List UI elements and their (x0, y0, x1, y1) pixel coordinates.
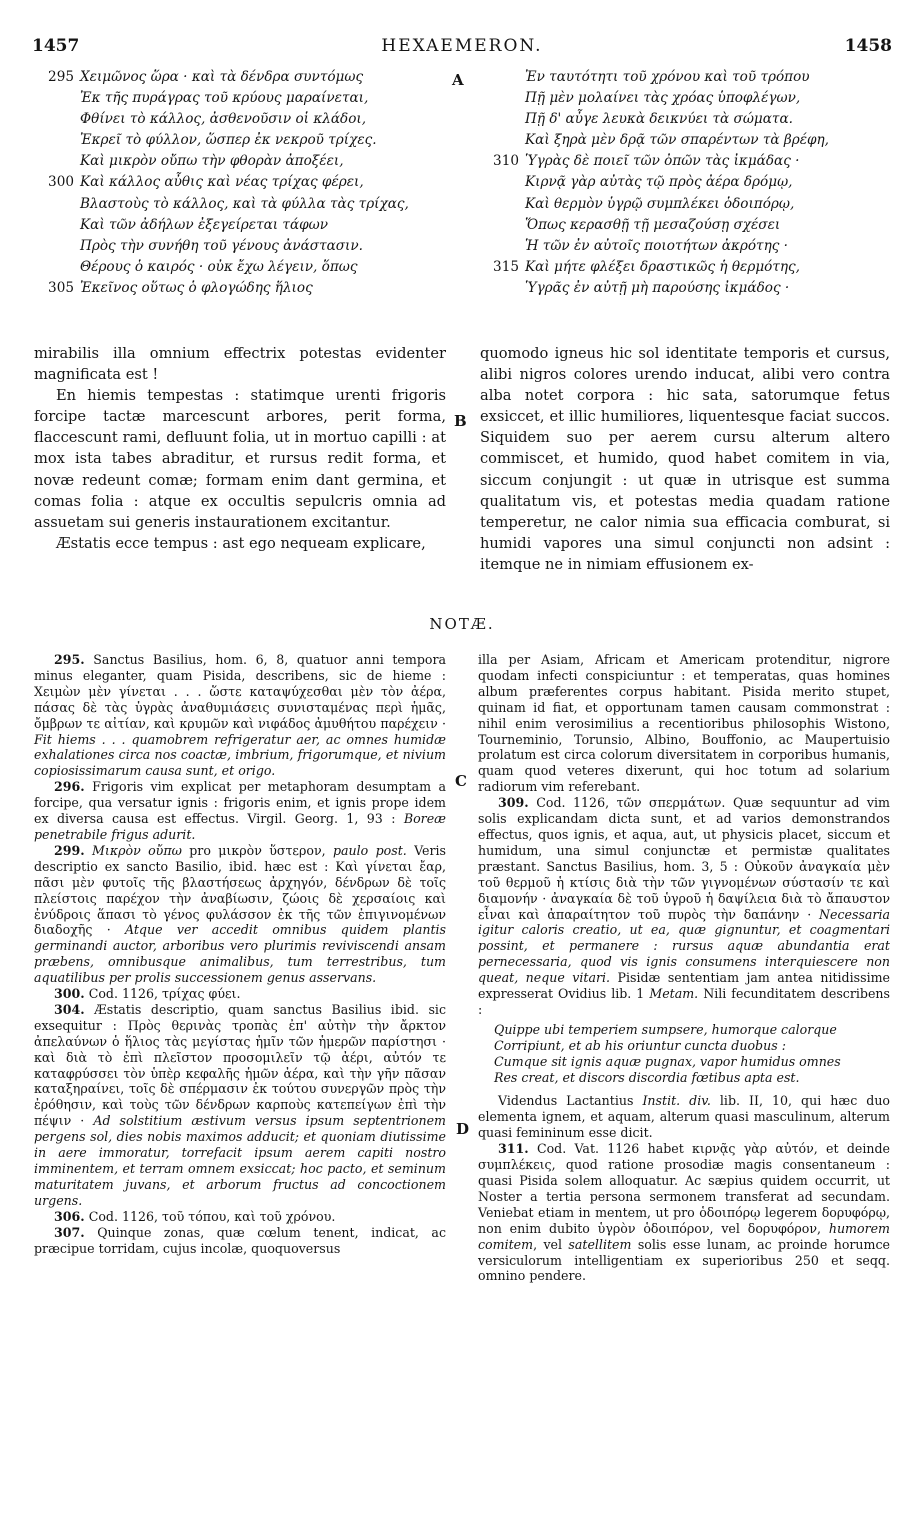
verse-text: Βλαστοὺς τὸ κάλλος, καὶ τὰ φύλλα τὰς τρίχας, (80, 195, 409, 212)
verse-text: Ὑγρὰς δὲ ποιεῖ τῶν ὀπῶν τὰς ἰκμάδας · (525, 153, 800, 170)
verse-line (80, 130, 450, 151)
verse-number: 300 (48, 174, 74, 191)
note-paragraph (478, 1093, 890, 1141)
greek-quotation: Καὶ γίνεται ἔαρ, πᾶσι μὲν φυτοῖς τῆς βλαστήσεως ἀρχηγόν, δένδρων δὲ τοῖς πλείστοις παρέχον τὴν ἀναβίωσιν, ζώοις δὲ χερσαίοις καὶ ἐνύδροις ἅπασι τὸ γένος φυλάσσον ἐκ τῆς τῶν ἐπιγινομένων διαδοχῆς · (34, 858, 446, 938)
note-text: pro μικρὸν ὕστερον, (181, 842, 333, 858)
verse-number: 305 (48, 279, 74, 296)
verse-line (80, 215, 450, 236)
note-number: 295. (54, 652, 85, 667)
verse-line (48, 67, 450, 88)
latin-paragraph: quomodo igneus hic sol identitate temporis et cursus, alibi nigros colores urendo inducat, alibi vero contra alba notet corpora : hic sata, satorumque fetus exsiccet, et illic humiliores, liquentesque faciat succos. Siquidem suo per aerem cursu alterum altero commiscet, et humido, quod habet comitem in via, siccum conjungit : ut quæ in utrisque est summa qualitatum vis, et potestas media quadam ratione temperetur, ne calor nimia sua efficacia comburat, si humidi vapores una simul conjuncti non adsint : itemque ne in nimiam effusionem ex- (480, 345, 890, 573)
latin-italic-text: Metam. (649, 986, 699, 1002)
note-paragraph (478, 1141, 890, 1284)
latin-italic-text: Ad solstitium æstivum versus ipsum septentrionem pergens sol, dies nobis maximos adducit; et quoniam diutissime in aere immoratur, torrefacit ipsum aerem capiti nostro imminentem, et terram omnem exsiccat; hoc pacto, et seminum maturitatem juvans, et arborum fructus ad concoctionem urgens. (34, 1113, 447, 1208)
verse-quote-line: Cumque sit ignis aquæ pugnax, vapor humidus omnes (494, 1053, 841, 1069)
note-number: 306. (54, 1208, 85, 1224)
verse-text: Πρὸς τὴν συνήθη τοῦ γένους ἀνάστασιν. (80, 237, 363, 254)
latin-translation-left-column (34, 343, 446, 554)
running-header (32, 36, 892, 60)
margin-letter-d: D (456, 1120, 470, 1138)
note-text: Quinque zonas, quæ cœlum tenent, indicat, ac præcipue torridam, cujus incolæ, quoquoversus (34, 1224, 446, 1256)
greek-quotation: Χειμὼν μὲν γίνεται . . . ὥστε καταψύχεσθαι μὲν τὸν ἀέρα, πάσας δὲ τὰς ὑγρὰς ἀναθυμιάσεις συνισταμένας περὶ ἡμᾶς, ὄμβρων τε αἰτίαν, καὶ κρυμῶν καὶ νιφάδος ἀμυθήτου παρέχειν · (34, 683, 446, 731)
verse-line (525, 88, 895, 109)
verse-line (493, 257, 895, 278)
verse-text: Ἐκεῖνος οὕτως ὁ φλογώδης ἥλιος (80, 279, 313, 296)
verse-text: Καὶ τῶν ἀδήλων ἐξεγείρεται τάφων (80, 216, 328, 233)
greek-quotation: Πρὸς θερινὰς τροπὰς ἐπ' αὐτὴν τὴν ἄρκτον ἀπελαύνων ὁ ἥλιος τὰς μεγίστας ἡμῖν τῶν ἡμερῶν παρίστησι · καὶ διὰ τὸ ἐπὶ πλεῖστον προσομιλεῖν τῷ ἀέρι, αὐτόν τε καταφρύσσει τὸν ὑπὲρ κεφαλῆς ἡμῶν ἀέρα, καὶ τὴν γῆν πᾶσαν καταξηραίνει, τοῖς δὲ σπέρμασιν ἐκ τούτου συνεργῶν πρὸς τὴν ἐρόθησιν, καὶ τοὺς τῶν δένδρων καρποὺς κατεπείγων ἐπὶ τὴν πέψιν · (34, 1017, 446, 1129)
note-continuation: illa per Asiam, Africam et Americam protenditur, nigrore quodam infecti conspiciuntur : et temperatas, quas homines album præferentes corpus habitant. Pisida merito stupet, quinam id fiat, et opportunam tamen causam commonstrat : nihil enim verosimilius a recentioribus philosophis Wistono, Tourneminio, Torunsio, Albino, Bouffonio, ac Maupertuisio prolatum est circa colorum diversitatem in corporibus humanis, quam quod veteres dixerunt, qui hoc totum ad solarium radiorum vim referebant. (478, 652, 890, 795)
greek-verse-left-column (48, 67, 450, 299)
verse-text: Καὶ θερμὸν ὑγρῷ συμπλέκει ὁδοιπόρῳ, (525, 195, 795, 212)
note-text: Nili fecunditatem describens : (478, 986, 890, 1017)
note-paragraph (34, 986, 446, 1002)
latin-italic-text: paulo post. (332, 842, 407, 858)
note-paragraph (34, 1225, 446, 1257)
page-number-left: 1457 (32, 36, 80, 56)
verse-number: 295 (48, 69, 74, 85)
verse-text: Ἡ τῶν ἐν αὐτοῖς ποιοτήτων ἀκρότης · (525, 237, 788, 254)
ovid-verse-quote (478, 1022, 890, 1086)
note-text: Veris descriptio ex sancto Basilio, ibid. hæc est : (34, 842, 447, 874)
verse-text: Καὶ μικρὸν οὔπω τὴν φθορὰν ἀποξέει, (80, 153, 344, 170)
verse-text: Ἐκρεῖ τὸ φύλλον, ὥσπερ ἐκ νεκροῦ τρίχες. (80, 132, 377, 149)
margin-letter-b: B (454, 412, 467, 430)
verse-line (525, 194, 895, 215)
note-paragraph (34, 1002, 446, 1209)
latin-paragraph: mirabilis illa omnium effectrix potestas evidenter magnificata est ! (34, 345, 446, 384)
latin-translation-right-column (480, 343, 890, 575)
greek-verse-right-column (493, 67, 895, 299)
verse-number: 310 (493, 153, 519, 170)
note-text: , vel (533, 1236, 569, 1252)
verse-line (80, 151, 450, 172)
note-number: 300. (54, 986, 85, 1002)
verse-line (525, 172, 895, 193)
note-paragraph (34, 1209, 446, 1225)
verse-line (48, 172, 450, 193)
notes-left-column (34, 652, 446, 1256)
verse-line (525, 278, 895, 299)
verse-line (80, 88, 450, 109)
note-text: Frigoris vim explicat per metaphoram desumptam a forcipe, qua versatur ignis : frigoris enim, et ignis prope idem ex diversa causa est effectus. Virgil. Georg. 1, 93 : (34, 779, 446, 827)
note-text: Cod. 1126, τοῦ τόπου, καὶ τοῦ χρόνου. (84, 1208, 336, 1224)
verse-number: 315 (493, 258, 519, 275)
latin-italic-text: humorem comitem (478, 1220, 890, 1252)
verse-line (525, 130, 895, 151)
verse-text: Καὶ ξηρὰ μὲν δρᾷ τῶν σπαρέντων τὰ βρέφη, (525, 132, 829, 149)
verse-line (525, 236, 895, 257)
note-paragraph (34, 843, 446, 986)
note-number: 309. (498, 795, 529, 811)
latin-italic-text: satellitem (568, 1236, 632, 1252)
verse-line (80, 257, 450, 278)
verse-text: Κιρνᾷ γὰρ αὐτὰς τῷ πρὸς ἀέρα δρόμῳ, (525, 174, 793, 191)
page-number-right: 1458 (844, 36, 892, 56)
note-text: Æstatis descriptio, quam sanctus Basilius ibid. sic exsequitur : (34, 1001, 446, 1033)
verse-line (525, 109, 895, 130)
latin-italic-text: Boreæ penetrabile frigus adurit. (34, 811, 446, 842)
notes-right-column (478, 652, 890, 1284)
latin-paragraph: Æstatis ecce tempus : ast ego nequeam explicare, (56, 534, 426, 552)
notes-heading: NOTÆ. (429, 615, 495, 633)
margin-letter-a: A (452, 71, 464, 89)
verse-line (80, 236, 450, 257)
verse-quote-line: Corripiunt, et ab his oriuntur cuncta duobus : (494, 1037, 786, 1053)
verse-line (80, 194, 450, 215)
note-number: 304. (54, 1001, 85, 1017)
verse-text: Φθίνει τὸ κάλλος, ἀσθενοῦσιν οἱ κλάδοι, (80, 111, 367, 128)
verse-text: Ἐν ταυτότητι τοῦ χρόνου καὶ τοῦ τρόπου (525, 69, 810, 85)
latin-italic-text: Atque ver accedit omnibus quidem plantis germinandi auctor, arboribus vero plurimis reviviscendi ansam præbens, omnibusque animalibus, tum terrestribus, tum aquatilibus per prolis successionem genus asservans. (34, 922, 446, 986)
latin-italic-text: Necessaria igitur caloris creatio, ut ea, quæ gignuntur, et coagmentari possint, et permanere : rursus aquæ abundantia erat pernecessaria, quod vis ignis consumens interquiescere non queat, neque vitari. (478, 906, 890, 986)
note-number: 307. (54, 1224, 85, 1240)
verse-text: Πῇ μὲν μολαίνει τὰς χρόας ὑποφλέγων, (525, 90, 801, 107)
verse-line (80, 109, 450, 130)
note-number: 296. (54, 779, 85, 795)
verse-text: Ὅπως κερασθῇ τῇ μεσαζούσῃ σχέσει (525, 216, 781, 233)
note-paragraph (478, 795, 890, 1018)
verse-text: Ὑγρᾶς ἐν αὐτῇ μὴ παρούσης ἰκμάδος · (525, 279, 790, 296)
verse-text: Καὶ κάλλος αὖθις καὶ νέας τρίχας φέρει, (80, 174, 364, 191)
latin-italic-text: Fit hiems . . . quamobrem refrigeratur aer, ac omnes humidæ exhalationes circa nos coactæ, imbrium, frigorumque, et nivium copiosissimarum causa sunt, et origo. (34, 731, 446, 779)
note-paragraph (34, 652, 446, 779)
latin-italic-text: Instit. div. (642, 1093, 711, 1109)
verse-text: Χειμῶνος ὥρα · καὶ τὰ δένδρα συντόμως (80, 69, 364, 85)
note-text: Videndus Lactantius (498, 1093, 643, 1109)
note-paragraph (34, 779, 446, 843)
verse-quote-line: Res creat, et discors discordia fœtibus apta est. (494, 1069, 800, 1085)
note-text: lib. II, 10, qui hæc duo elementa ignem, et aquam, alterum quasi masculinum, alterum quasi femininum esse dicit. (478, 1093, 891, 1141)
running-title: HEXAEMERON. (381, 36, 543, 56)
note-text: solis esse lunam, ac proinde horumce versiculorum intelligentiam ex superioribus 250 et seqq. omnino pendere. (478, 1236, 890, 1284)
note-text: Sanctus Basilius, hom. 6, 8, quatuor anni tempora minus eleganter, quam Pisida, describens, sic de hieme : (34, 652, 446, 683)
note-number: 311. (498, 1141, 529, 1157)
note-number: 299. (54, 842, 85, 858)
verse-text: Θέρους ὁ καιρός · οὐκ ἔχω λέγειν, ὅπως (80, 258, 358, 275)
latin-paragraph: En hiemis tempestas : statimque urenti frigoris forcipe tactæ marcescunt arbores, perit forma, flaccescunt rami, defluunt folia, ut in mortuo capilli : at mox ista tabes abraditur, et rursus redit forma, et novæ redeunt comæ; formam enim dant germina, et comas folia : atque ex occultis sepulcris omnia ad assuetam sui generis instaurationem excitantur. (34, 387, 446, 531)
greek-quotation: Οὐκοῦν ἀναγκαία μὲν τοῦ θερμοῦ ἡ κτίσις διὰ τὴν τῶν γιγνομένων σύστασίν τε καὶ διαμονήν · ἀναγκαία δὲ τοῦ ὑγροῦ ἡ δαψίλεια διὰ τὸ ἄπαυστον εἶναι καὶ ἀπαραίτητον τοῦ πυρὸς τὴν δαπάνην · (478, 858, 890, 922)
note-text: Pisidæ sententiam jam antea nitidissime expresserat Ovidius lib. 1 (478, 970, 890, 1002)
note-text: Cod. 1126, τρίχας φύει. (84, 986, 241, 1002)
verse-text: Πῇ δ' αὖγε λευκὰ δεικνύει τὰ σώματα. (525, 111, 793, 128)
verse-line (525, 215, 895, 236)
verse-quote-line: Quippe ubi temperiem sumpsere, humorque calorque (494, 1021, 837, 1037)
note-text: Cod. Vat. 1126 habet κιρνᾷς γὰρ αὐτόν, et deinde συμπλέκεις, quod ratione prosodiæ magis consentaneum : quasi Pisida solem alloquatur. Ac sæpius quidem occurrit, ut Noster a tertia persona sermonem transferat ad secundam. Veniebat etiam in mentem, ut pro ὁδοιπόρῳ legerem δορυφόρῳ, non enim dubito ὑγρὸν ὁδοιπόρον, vel δορυφόρον, (478, 1141, 890, 1236)
verse-line (493, 151, 895, 172)
latin-italic-text: Μικρὸν οὔπω (84, 842, 182, 858)
verse-text: Καὶ μήτε φλέξει δραστικῶς ἡ θερμότης, (525, 258, 800, 275)
verse-line (48, 278, 450, 299)
note-text: Cod. 1126, τῶν σπερμάτων. Quæ sequuntur ad vim solis explicandam dicta sunt, et ad varios demonstrandos effectus, quos ignis, et aqua, aut, ut physicis placet, siccum et humidum, una simul conjunctæ et permistæ qualitates præstant. Sanctus Basilius, hom. 3, 5 : (478, 795, 890, 874)
verse-line (525, 67, 895, 88)
margin-letter-c: C (455, 772, 467, 790)
verse-text: Ἐκ τῆς πυράγρας τοῦ κρύους μαραίνεται, (80, 90, 369, 107)
